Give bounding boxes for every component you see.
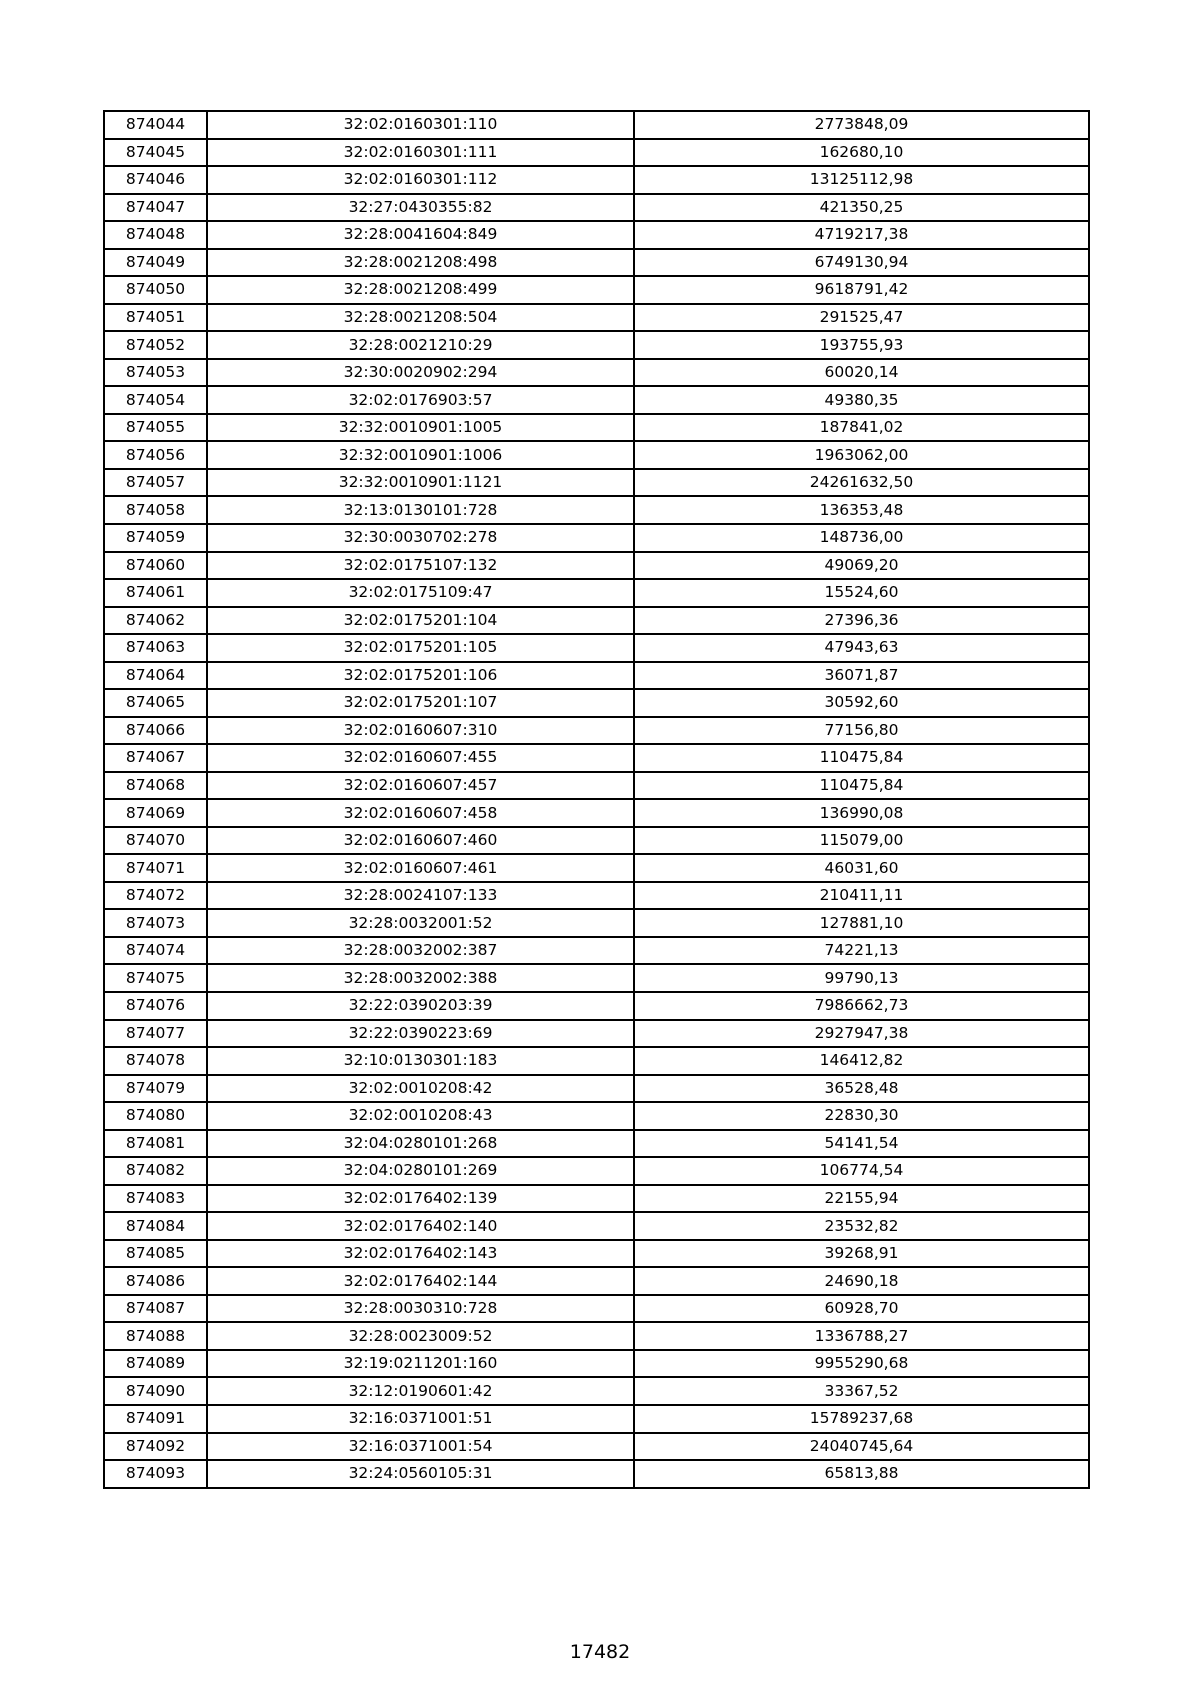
value-cell: 136353,48 — [634, 496, 1089, 524]
table-row — [104, 1460, 1089, 1488]
table-row — [104, 992, 1089, 1020]
value-cell: 187841,02 — [634, 414, 1089, 442]
row-number-cell: 874083 — [104, 1185, 207, 1213]
value-cell: 24261632,50 — [634, 469, 1089, 497]
row-number-cell: 874085 — [104, 1240, 207, 1268]
row-number-cell: 874077 — [104, 1020, 207, 1048]
row-number-cell: 874081 — [104, 1130, 207, 1158]
value-cell: 46031,60 — [634, 854, 1089, 882]
cadastral-number-cell: 32:19:0211201:160 — [207, 1350, 634, 1378]
table-row — [104, 1350, 1089, 1378]
value-cell: 60928,70 — [634, 1295, 1089, 1323]
cadastral-number-cell: 32:02:0160607:460 — [207, 827, 634, 855]
value-cell: 136990,08 — [634, 799, 1089, 827]
cadastral-number-cell: 32:12:0190601:42 — [207, 1377, 634, 1405]
value-cell: 15789237,68 — [634, 1405, 1089, 1433]
table-row — [104, 607, 1089, 635]
value-cell: 162680,10 — [634, 139, 1089, 167]
value-cell: 1963062,00 — [634, 441, 1089, 469]
cadastral-number-cell: 32:28:0021208:499 — [207, 276, 634, 304]
value-cell: 54141,54 — [634, 1130, 1089, 1158]
cadastral-number-cell: 32:32:0010901:1006 — [207, 441, 634, 469]
cadastral-number-cell: 32:28:0032001:52 — [207, 909, 634, 937]
value-cell: 2927947,38 — [634, 1020, 1089, 1048]
table-row — [104, 441, 1089, 469]
cadastral-number-cell: 32:27:0430355:82 — [207, 194, 634, 222]
cadastral-number-cell: 32:04:0280101:269 — [207, 1157, 634, 1185]
value-cell: 23532,82 — [634, 1212, 1089, 1240]
value-cell: 9955290,68 — [634, 1350, 1089, 1378]
cadastral-number-cell: 32:02:0175201:105 — [207, 634, 634, 662]
row-number-cell: 874069 — [104, 799, 207, 827]
value-cell: 33367,52 — [634, 1377, 1089, 1405]
table-row — [104, 524, 1089, 552]
cadastral-number-cell: 32:02:0160607:461 — [207, 854, 634, 882]
table-row — [104, 1377, 1089, 1405]
row-number-cell: 874071 — [104, 854, 207, 882]
cadastral-number-cell: 32:10:0130301:183 — [207, 1047, 634, 1075]
table-row — [104, 799, 1089, 827]
row-number-cell: 874075 — [104, 964, 207, 992]
row-number-cell: 874059 — [104, 524, 207, 552]
cadastral-number-cell: 32:04:0280101:268 — [207, 1130, 634, 1158]
cadastral-number-cell: 32:30:0030702:278 — [207, 524, 634, 552]
cadastral-number-cell: 32:02:0160301:112 — [207, 166, 634, 194]
value-cell: 39268,91 — [634, 1240, 1089, 1268]
cadastral-number-cell: 32:32:0010901:1005 — [207, 414, 634, 442]
value-cell: 47943,63 — [634, 634, 1089, 662]
cadastral-number-cell: 32:02:0176402:139 — [207, 1185, 634, 1213]
value-cell: 65813,88 — [634, 1460, 1089, 1488]
table-row — [104, 854, 1089, 882]
cadastral-number-cell: 32:28:0021210:29 — [207, 331, 634, 359]
cadastral-number-cell: 32:02:0160607:455 — [207, 744, 634, 772]
cadastral-number-cell: 32:30:0020902:294 — [207, 359, 634, 387]
value-cell: 106774,54 — [634, 1157, 1089, 1185]
row-number-cell: 874084 — [104, 1212, 207, 1240]
cadastral-number-cell: 32:02:0160607:458 — [207, 799, 634, 827]
table-row — [104, 552, 1089, 580]
row-number-cell: 874047 — [104, 194, 207, 222]
row-number-cell: 874055 — [104, 414, 207, 442]
value-cell: 146412,82 — [634, 1047, 1089, 1075]
row-number-cell: 874080 — [104, 1102, 207, 1130]
value-cell: 36071,87 — [634, 662, 1089, 690]
row-number-cell: 874044 — [104, 111, 207, 139]
cadastral-number-cell: 32:02:0175201:104 — [207, 607, 634, 635]
value-cell: 7986662,73 — [634, 992, 1089, 1020]
row-number-cell: 874065 — [104, 689, 207, 717]
table-row — [104, 331, 1089, 359]
table-row — [104, 1405, 1089, 1433]
cadastral-number-cell: 32:28:0021208:504 — [207, 304, 634, 332]
cadastral-number-cell: 32:24:0560105:31 — [207, 1460, 634, 1488]
table-row — [104, 166, 1089, 194]
cadastral-number-cell: 32:02:0160607:457 — [207, 772, 634, 800]
value-cell: 210411,11 — [634, 882, 1089, 910]
table-row — [104, 579, 1089, 607]
table-row — [104, 304, 1089, 332]
table-row — [104, 772, 1089, 800]
cadastral-number-cell: 32:02:0175201:107 — [207, 689, 634, 717]
row-number-cell: 874062 — [104, 607, 207, 635]
value-cell: 30592,60 — [634, 689, 1089, 717]
row-number-cell: 874078 — [104, 1047, 207, 1075]
table-row — [104, 194, 1089, 222]
row-number-cell: 874064 — [104, 662, 207, 690]
row-number-cell: 874056 — [104, 441, 207, 469]
table-row — [104, 909, 1089, 937]
value-cell: 22155,94 — [634, 1185, 1089, 1213]
value-cell: 421350,25 — [634, 194, 1089, 222]
row-number-cell: 874082 — [104, 1157, 207, 1185]
table-row — [104, 634, 1089, 662]
table-row — [104, 1075, 1089, 1103]
row-number-cell: 874087 — [104, 1295, 207, 1323]
table-row — [104, 1130, 1089, 1158]
cadastral-number-cell: 32:13:0130101:728 — [207, 496, 634, 524]
table-row — [104, 1267, 1089, 1295]
cadastral-number-cell: 32:28:0021208:498 — [207, 249, 634, 277]
value-cell: 148736,00 — [634, 524, 1089, 552]
cadastral-number-cell: 32:16:0371001:51 — [207, 1405, 634, 1433]
value-cell: 2773848,09 — [634, 111, 1089, 139]
row-number-cell: 874052 — [104, 331, 207, 359]
row-number-cell: 874086 — [104, 1267, 207, 1295]
table-row — [104, 717, 1089, 745]
value-cell: 74221,13 — [634, 937, 1089, 965]
row-number-cell: 874090 — [104, 1377, 207, 1405]
row-number-cell: 874050 — [104, 276, 207, 304]
value-cell: 291525,47 — [634, 304, 1089, 332]
row-number-cell: 874072 — [104, 882, 207, 910]
row-number-cell: 874092 — [104, 1433, 207, 1461]
cadastral-number-cell: 32:02:0176903:57 — [207, 386, 634, 414]
table-row — [104, 744, 1089, 772]
table-row — [104, 496, 1089, 524]
value-cell: 110475,84 — [634, 772, 1089, 800]
value-cell: 24040745,64 — [634, 1433, 1089, 1461]
cadastral-number-cell: 32:28:0032002:387 — [207, 937, 634, 965]
row-number-cell: 874063 — [104, 634, 207, 662]
table-row — [104, 1102, 1089, 1130]
cadastral-number-cell: 32:32:0010901:1121 — [207, 469, 634, 497]
row-number-cell: 874058 — [104, 496, 207, 524]
table-row — [104, 1295, 1089, 1323]
row-number-cell: 874093 — [104, 1460, 207, 1488]
row-number-cell: 874089 — [104, 1350, 207, 1378]
row-number-cell: 874053 — [104, 359, 207, 387]
table-row — [104, 1433, 1089, 1461]
cadastral-number-cell: 32:02:0176402:140 — [207, 1212, 634, 1240]
table-row — [104, 359, 1089, 387]
table-row — [104, 689, 1089, 717]
row-number-cell: 874070 — [104, 827, 207, 855]
cadastral-number-cell: 32:02:0160301:110 — [207, 111, 634, 139]
table-row — [104, 221, 1089, 249]
table-row — [104, 386, 1089, 414]
table-row — [104, 414, 1089, 442]
cadastral-number-cell: 32:02:0175107:132 — [207, 552, 634, 580]
cadastral-number-cell: 32:02:0160301:111 — [207, 139, 634, 167]
row-number-cell: 874074 — [104, 937, 207, 965]
value-cell: 15524,60 — [634, 579, 1089, 607]
value-cell: 27396,36 — [634, 607, 1089, 635]
table-row — [104, 1157, 1089, 1185]
row-number-cell: 874066 — [104, 717, 207, 745]
page-number: 17482 — [569, 1641, 631, 1663]
cadastral-number-cell: 32:28:0041604:849 — [207, 221, 634, 249]
value-cell: 60020,14 — [634, 359, 1089, 387]
row-number-cell: 874051 — [104, 304, 207, 332]
value-cell: 6749130,94 — [634, 249, 1089, 277]
value-cell: 13125112,98 — [634, 166, 1089, 194]
row-number-cell: 874045 — [104, 139, 207, 167]
row-number-cell: 874061 — [104, 579, 207, 607]
cadastral-number-cell: 32:28:0023009:52 — [207, 1322, 634, 1350]
row-number-cell: 874054 — [104, 386, 207, 414]
row-number-cell: 874079 — [104, 1075, 207, 1103]
table-row — [104, 1185, 1089, 1213]
cadastral-number-cell: 32:22:0390203:39 — [207, 992, 634, 1020]
value-cell: 99790,13 — [634, 964, 1089, 992]
value-cell: 193755,93 — [634, 331, 1089, 359]
row-number-cell: 874046 — [104, 166, 207, 194]
cadastral-number-cell: 32:02:0175109:47 — [207, 579, 634, 607]
table-row — [104, 139, 1089, 167]
value-cell: 36528,48 — [634, 1075, 1089, 1103]
cadastral-value-table — [103, 110, 1090, 1489]
cadastral-number-cell: 32:02:0160607:310 — [207, 717, 634, 745]
cadastral-number-cell: 32:02:0176402:143 — [207, 1240, 634, 1268]
row-number-cell: 874048 — [104, 221, 207, 249]
table-row — [104, 1020, 1089, 1048]
row-number-cell: 874049 — [104, 249, 207, 277]
table-body — [104, 111, 1089, 1488]
value-cell: 4719217,38 — [634, 221, 1089, 249]
value-cell: 115079,00 — [634, 827, 1089, 855]
cadastral-number-cell: 32:22:0390223:69 — [207, 1020, 634, 1048]
value-cell: 22830,30 — [634, 1102, 1089, 1130]
table-row — [104, 469, 1089, 497]
table-row — [104, 111, 1089, 139]
value-cell: 77156,80 — [634, 717, 1089, 745]
row-number-cell: 874067 — [104, 744, 207, 772]
value-cell: 110475,84 — [634, 744, 1089, 772]
cadastral-number-cell: 32:02:0010208:42 — [207, 1075, 634, 1103]
row-number-cell: 874060 — [104, 552, 207, 580]
table-row — [104, 964, 1089, 992]
table-row — [104, 662, 1089, 690]
table-row — [104, 882, 1089, 910]
cadastral-number-cell: 32:02:0175201:106 — [207, 662, 634, 690]
cadastral-number-cell: 32:02:0010208:43 — [207, 1102, 634, 1130]
value-cell: 9618791,42 — [634, 276, 1089, 304]
row-number-cell: 874068 — [104, 772, 207, 800]
value-cell: 127881,10 — [634, 909, 1089, 937]
row-number-cell: 874073 — [104, 909, 207, 937]
table-row — [104, 276, 1089, 304]
table-row — [104, 1240, 1089, 1268]
table-row — [104, 1047, 1089, 1075]
value-cell: 49380,35 — [634, 386, 1089, 414]
table-row — [104, 249, 1089, 277]
cadastral-number-cell: 32:02:0176402:144 — [207, 1267, 634, 1295]
row-number-cell: 874088 — [104, 1322, 207, 1350]
value-cell: 1336788,27 — [634, 1322, 1089, 1350]
cadastral-number-cell: 32:28:0030310:728 — [207, 1295, 634, 1323]
value-cell: 24690,18 — [634, 1267, 1089, 1295]
row-number-cell: 874057 — [104, 469, 207, 497]
row-number-cell: 874091 — [104, 1405, 207, 1433]
cadastral-number-cell: 32:28:0032002:388 — [207, 964, 634, 992]
cadastral-number-cell: 32:28:0024107:133 — [207, 882, 634, 910]
cadastral-number-cell: 32:16:0371001:54 — [207, 1433, 634, 1461]
table-row — [104, 937, 1089, 965]
table-row — [104, 827, 1089, 855]
row-number-cell: 874076 — [104, 992, 207, 1020]
table-row — [104, 1322, 1089, 1350]
value-cell: 49069,20 — [634, 552, 1089, 580]
table-row — [104, 1212, 1089, 1240]
